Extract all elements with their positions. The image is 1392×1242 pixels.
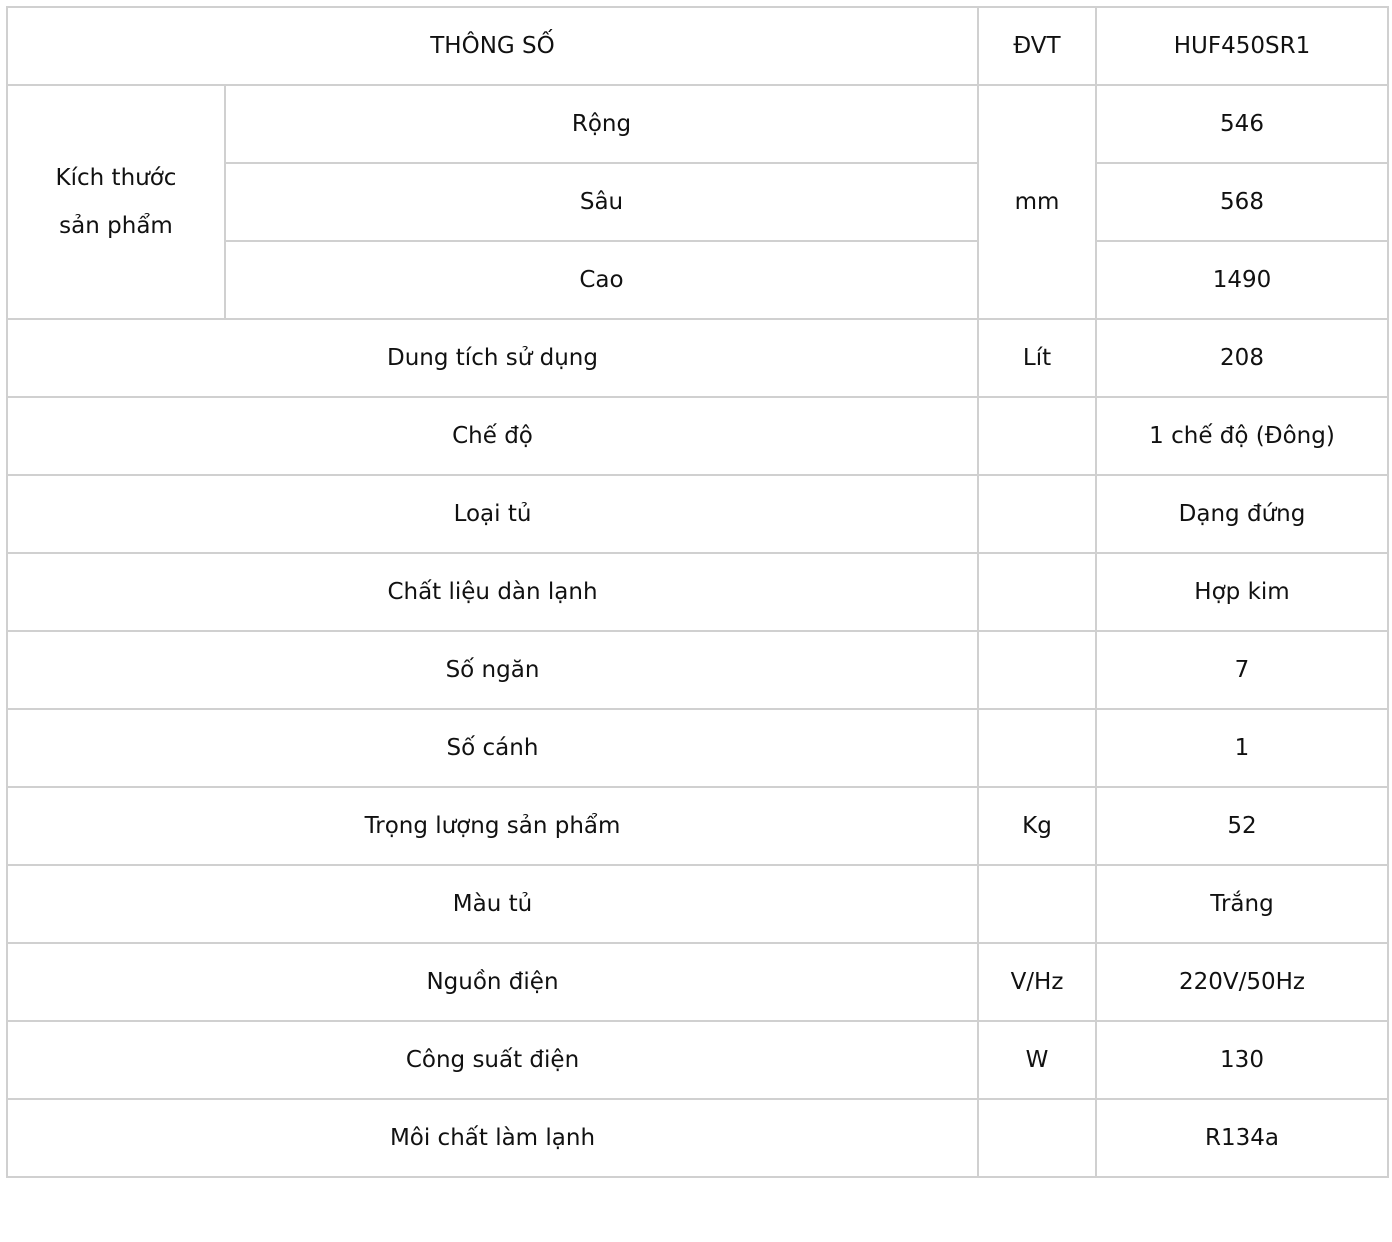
row-unit (978, 397, 1096, 475)
row-label: Loại tủ (7, 475, 978, 553)
row-unit (978, 865, 1096, 943)
row-value: 1 (1096, 709, 1388, 787)
row-label: Sâu (225, 163, 978, 241)
row-unit (978, 475, 1096, 553)
table-row (7, 1099, 1388, 1177)
row-label: Chế độ (7, 397, 978, 475)
table-row (7, 397, 1388, 475)
row-label: Dung tích sử dụng (7, 319, 978, 397)
row-value: Dạng đứng (1096, 475, 1388, 553)
row-label: Chất liệu dàn lạnh (7, 553, 978, 631)
header-unit: ĐVT (978, 7, 1096, 85)
row-value: 7 (1096, 631, 1388, 709)
table-row (7, 631, 1388, 709)
row-unit: Lít (978, 319, 1096, 397)
row-label: Công suất điện (7, 1021, 978, 1099)
row-unit (978, 1099, 1096, 1177)
row-unit: Kg (978, 787, 1096, 865)
row-label: Môi chất làm lạnh (7, 1099, 978, 1177)
row-unit: W (978, 1021, 1096, 1099)
row-value: 1490 (1096, 241, 1388, 319)
row-unit (978, 631, 1096, 709)
row-label: Số cánh (7, 709, 978, 787)
row-label: Màu tủ (7, 865, 978, 943)
spec-table (6, 6, 1389, 1178)
row-value: 568 (1096, 163, 1388, 241)
row-value: 220V/50Hz (1096, 943, 1388, 1021)
table-row (7, 1021, 1388, 1099)
header-row (7, 7, 1388, 85)
row-unit (978, 553, 1096, 631)
header-model: HUF450SR1 (1096, 7, 1388, 85)
row-value: 1 chế độ (Đông) (1096, 397, 1388, 475)
row-unit (978, 709, 1096, 787)
row-label: Cao (225, 241, 978, 319)
row-value: 546 (1096, 85, 1388, 163)
row-value: 52 (1096, 787, 1388, 865)
row-label: Số ngăn (7, 631, 978, 709)
spec-rows (7, 319, 1388, 1177)
row-value: 208 (1096, 319, 1388, 397)
row-unit: V/Hz (978, 943, 1096, 1021)
row-value: R134a (1096, 1099, 1388, 1177)
row-label: Trọng lượng sản phẩm (7, 787, 978, 865)
dimension-group-label (7, 85, 225, 319)
dimension-group-label-line: Kích thước (55, 165, 177, 191)
table-row (7, 553, 1388, 631)
table-row (7, 709, 1388, 787)
table-row (7, 865, 1388, 943)
row-value: Hợp kim (1096, 553, 1388, 631)
dimension-unit: mm (978, 85, 1096, 319)
header-param: THÔNG SỐ (7, 7, 978, 85)
table-row (7, 319, 1388, 397)
row-label: Rộng (225, 85, 978, 163)
row-value: 130 (1096, 1021, 1388, 1099)
row-value: Trắng (1096, 865, 1388, 943)
dimension-group-label-line: sản phẩm (59, 213, 173, 239)
table-row (7, 85, 1388, 163)
row-label: Nguồn điện (7, 943, 978, 1021)
table-row (7, 943, 1388, 1021)
table-row (7, 787, 1388, 865)
table-row (7, 475, 1388, 553)
